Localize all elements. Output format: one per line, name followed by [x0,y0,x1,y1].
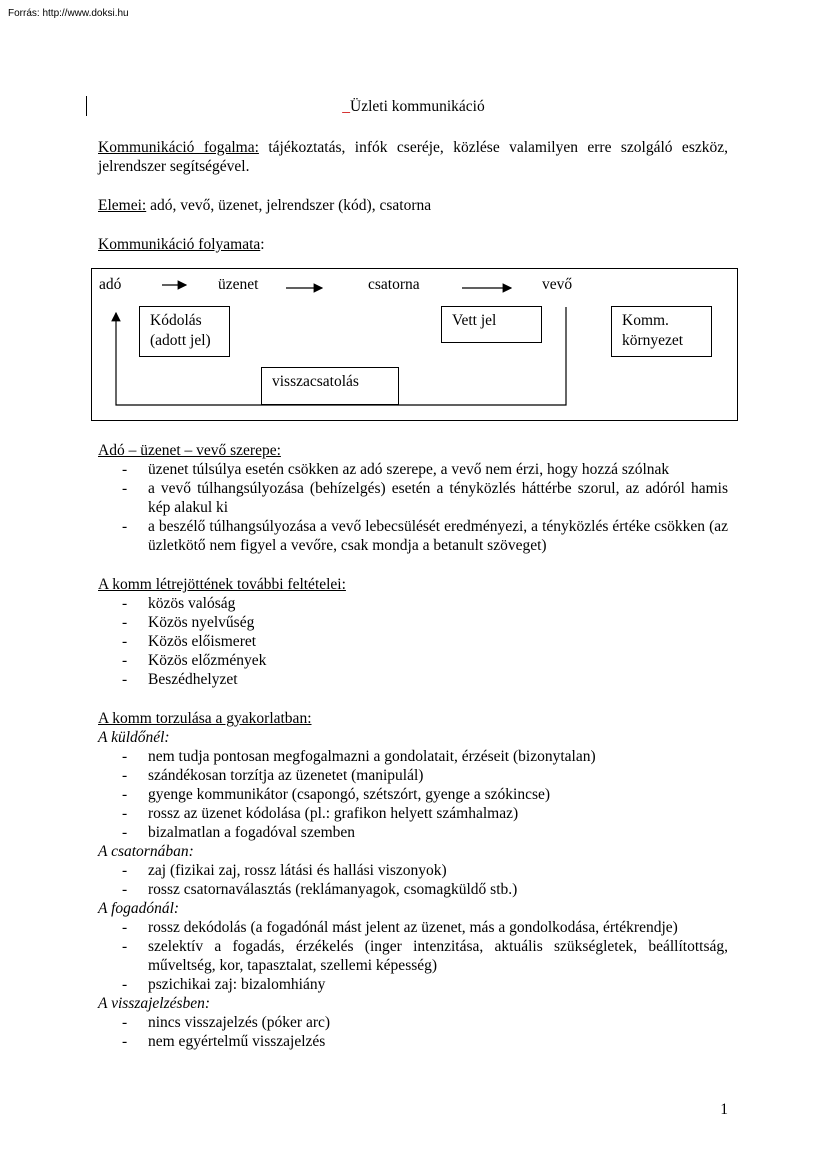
feedback-list [98,1013,728,1051]
kodolas-line-1: Kódolás [150,312,202,329]
label-csatorna: csatorna [368,276,420,293]
box-kodolas [139,306,230,357]
process-label: Kommunikáció folyamata [98,236,261,253]
list-item: - nincs visszajelzés (póker arc) [98,1013,728,1032]
roles-section [98,441,728,555]
list-item: - rossz az üzenet kódolása (pl.: grafikon helyett számhalmaz) [98,804,728,823]
conditions-heading: A komm létrejöttének további feltételei: [98,576,346,593]
list-item: - nem tudja pontosan megfogalmazni a gondolatait, érzéseit (bizonytalan) [98,747,728,766]
label-uzenet: üzenet [218,276,259,293]
list-item: - üzenet túlsúlya esetén csökken az adó szerepe, a vevő nem érzi, hogy hozzá szólnak [98,460,728,479]
channel-label: A csatornában: [98,843,194,860]
page-title [0,98,827,116]
list-item: - rossz dekódolás (a fogadónál mást jelent az üzenet, más a gondolkodása, értékrendje) [98,918,728,937]
title-text: Üzleti kommunikáció [350,98,485,115]
box-komm-kornyezet [611,306,712,357]
label-vevo: vevő [542,276,573,293]
list-item: - zaj (fizikai zaj, rossz látási és hallási viszonyok) [98,861,728,880]
list-item: - pszichikai zaj: bizalomhiány [98,975,728,994]
sender-list [98,747,728,842]
list-item: - Közös nyelvűség [98,613,728,632]
list-item: - rossz csatornaválasztás (reklámanyagok, csomagküldő stb.) [98,880,728,899]
conditions-section [98,575,728,689]
communication-diagram [91,268,738,421]
list-item: - nem egyértelmű visszajelzés [98,1032,728,1051]
list-item: - Beszédhelyzet [98,670,728,689]
elements-label: Elemei: [98,197,147,214]
conditions-list [98,594,728,689]
kodolas-line-2: (adott jel) [150,332,211,349]
roles-list [98,460,728,555]
box-vett-jel [441,306,542,343]
list-item: - szelektív a fogadás, érzékelés (inger intenzitása, aktuális szükségletek, beállítottság, műveltség, kor, tapasztalat, szellemi képesség) [98,937,728,975]
feedback-label: A visszajelzésben: [98,995,211,1012]
roles-heading: Adó – üzenet – vevő szerepe: [98,442,281,459]
komm-line-1: Komm. [622,312,669,329]
list-item: - a beszélő túlhangsúlyozása a vevő lebecsülését eredményezi, a tényközlés értéke csökken (az üzletkötő nem figyel a vevőre, csak mondja a betanult szöveget) [98,517,728,555]
label-ado: adó [99,276,122,293]
elements-paragraph [98,196,728,215]
list-item: - szándékosan torzítja az üzenetet (manipulál) [98,766,728,785]
komm-line-2: környezet [622,332,684,349]
elements-text: adó, vevő, üzenet, jelrendszer (kód), csatorna [146,197,432,214]
list-item: - Közös előismeret [98,632,728,651]
box-visszacsatolas [261,367,399,405]
definition-text: tájékoztatás, infók cseréje, közlése valamilyen erre szolgáló eszköz, jelrendszer segítségével. [98,139,728,175]
list-item: - gyenge kommunikátor (csapongó, szétszórt, gyenge a szókincse) [98,785,728,804]
list-item: - Közös előzmények [98,651,728,670]
page-number: 1 [720,1101,728,1118]
definition-paragraph [98,138,728,176]
receiver-label: A fogadónál: [98,900,180,917]
receiver-list [98,918,728,994]
definition-label: Kommunikáció fogalma: [98,139,259,156]
distortion-heading: A komm torzulása a gyakorlatban: [98,710,312,727]
list-item: - bizalmatlan a fogadóval szemben [98,823,728,842]
list-item: - a vevő túlhangsúlyozása (behízelgés) esetén a tényközlés háttérbe szorul, az adóról hamis kép alakul ki [98,479,728,517]
channel-list [98,861,728,899]
list-item: - közös valóság [98,594,728,613]
process-heading [98,235,728,254]
distortion-section [98,709,728,1051]
process-suffix: : [260,236,265,253]
visszacsatolas-label: visszacsatolás [272,373,359,390]
sender-label: A küldőnél: [98,729,170,746]
title-mark: _ [342,98,350,115]
vett-jel-label: Vett jel [452,312,497,329]
source-url: Forrás: http://www.doksi.hu [8,8,129,19]
